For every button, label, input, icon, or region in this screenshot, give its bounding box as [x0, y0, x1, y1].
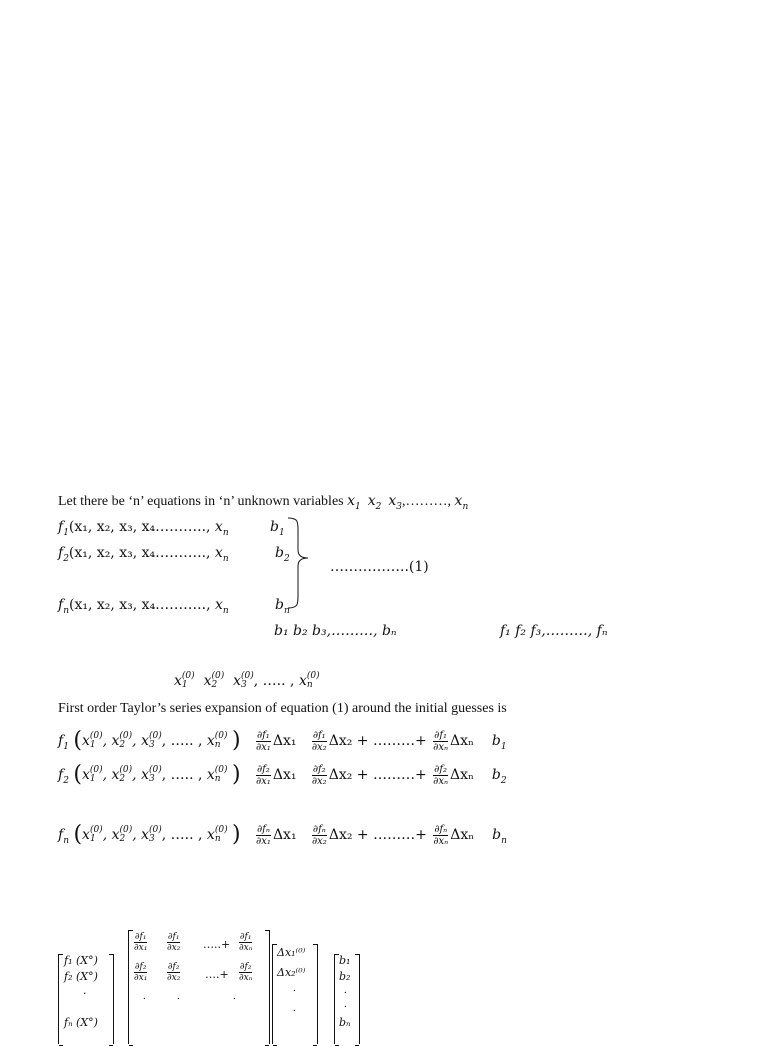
- var-x3: $x_3$: [388, 493, 403, 512]
- system-row-1: $f_1(x_1$, x₂, x₃, x₄……….., $x_n$: [58, 519, 229, 538]
- b-list: b₁ b₂ b₃,………, bₙ: [274, 623, 397, 639]
- jacobian-dots: .: [177, 990, 180, 1002]
- jacobian-entry: ….+: [205, 968, 229, 981]
- jacobian-entry: …..+: [203, 938, 231, 951]
- system-rhs-n: $b_n$: [275, 597, 290, 616]
- jacobian-entry: $\frac{\text{∂f₁}}{\text{∂x₂}}$: [167, 932, 181, 953]
- equation-label: ……………..(1): [330, 559, 429, 575]
- delta-x-entry: Δx₂⁽⁰⁾: [277, 966, 306, 979]
- b-vector-entry: b₂: [339, 970, 351, 983]
- system-row-n: $f_n(x_1$, x₂, x₃, x₄……….., $x_n$: [58, 597, 229, 616]
- jacobian-entry: $\frac{\text{∂f₁}}{\text{∂x₁}}$: [134, 932, 148, 953]
- jacobian-matrix: [128, 930, 270, 1044]
- f-vector-entry: f₁ (X°): [64, 954, 98, 967]
- taylor-row-1: $f_1$ (x (0) 1 , x (0) 2 , x (0) 3 , ….. , x (0) n ) $\frac{\text{∂f₁}}{\text{∂x₁}}$ Δx₁ $\frac{\text{∂f₁}}{\text{∂x₂}}$ Δx₂ + ………+ $\frac{\text{∂f₁}}{\text{∂xₙ}}$ Δxₙ $b_1$: [58, 728, 507, 753]
- intro-sep: ,………,: [402, 494, 452, 509]
- f-vector-entry: fₙ (X°): [64, 1016, 98, 1029]
- jacobian-dots: .: [143, 990, 146, 1002]
- taylor-heading: First order Taylor’s series expansion of equation (1) around the initial guesses is: [58, 701, 507, 716]
- intro-line: [58, 492, 468, 511]
- jacobian-entry: $\frac{\text{∂f₁}}{\text{∂xₙ}}$: [239, 932, 253, 953]
- jacobian-dots: .: [233, 990, 236, 1002]
- b-vector: [334, 954, 360, 1044]
- jacobian-entry: $\frac{\text{∂f₂}}{\text{∂x₁}}$: [134, 962, 148, 983]
- b-vector-entry: bₙ: [339, 1016, 351, 1029]
- system-rhs-1: $b_1$: [270, 519, 285, 538]
- curly-brace-icon: [284, 516, 314, 610]
- f-list: f₁ f₂ f₃,………, fₙ: [500, 623, 608, 639]
- initial-guesses: x (0) 1 x (0) 2 x (0) 3 , ….. , x (0) n: [174, 671, 320, 690]
- taylor-row-2: $f_2$ (x (0) 1 , x (0) 2 , x (0) 3 , ….. , x (0) n ) $\frac{\text{∂f₂}}{\text{∂x₁}}$ Δx₁ $\frac{\text{∂f₂}}{\text{∂x₂}}$ Δx₂ + ………+ $\frac{\text{∂f₂}}{\text{∂xₙ}}$ Δxₙ $b_2$: [58, 762, 507, 787]
- var-xn: $x_n$: [454, 493, 469, 512]
- delta-x-entry: .: [293, 1002, 296, 1014]
- var-x2: $x_2$: [367, 493, 382, 512]
- f-vector: [58, 954, 114, 1044]
- b-vector-entry: b₁: [339, 954, 351, 967]
- f-vector-entry: .: [83, 984, 87, 997]
- intro-text: Let there be ‘n’ equations in ‘n’ unknown variables: [58, 494, 344, 509]
- system-row-2: $f_2(x_1$, x₂, x₃, x₄……….., $x_n$: [58, 545, 229, 564]
- delta-x-entry: .: [293, 982, 296, 994]
- b-vector-entry: .: [344, 984, 347, 996]
- b-vector-entry: .: [344, 998, 347, 1010]
- delta-x-entry: Δx₁⁽⁰⁾: [277, 946, 306, 959]
- system-rhs-2: $b_2$: [275, 545, 290, 564]
- jacobian-entry: $\frac{\text{∂f₂}}{\text{∂x₂}}$: [167, 962, 181, 983]
- jacobian-entry: $\frac{\text{∂f₂}}{\text{∂xₙ}}$: [239, 962, 253, 983]
- delta-x-vector: [272, 944, 318, 1044]
- var-x1: $x_1$: [347, 493, 361, 512]
- f-vector-entry: f₂ (X°): [64, 970, 98, 983]
- taylor-row-n: $f_n$ (x (0) 1 , x (0) 2 , x (0) 3 , ….. , x (0) n ) $\frac{\text{∂fₙ}}{\text{∂x₁}}$ Δx₁ $\frac{\text{∂fₙ}}{\text{∂x₂}}$ Δx₂ + ………+ $\frac{\text{∂fₙ}}{\text{∂xₙ}}$ Δxₙ $b_n$: [58, 822, 507, 847]
